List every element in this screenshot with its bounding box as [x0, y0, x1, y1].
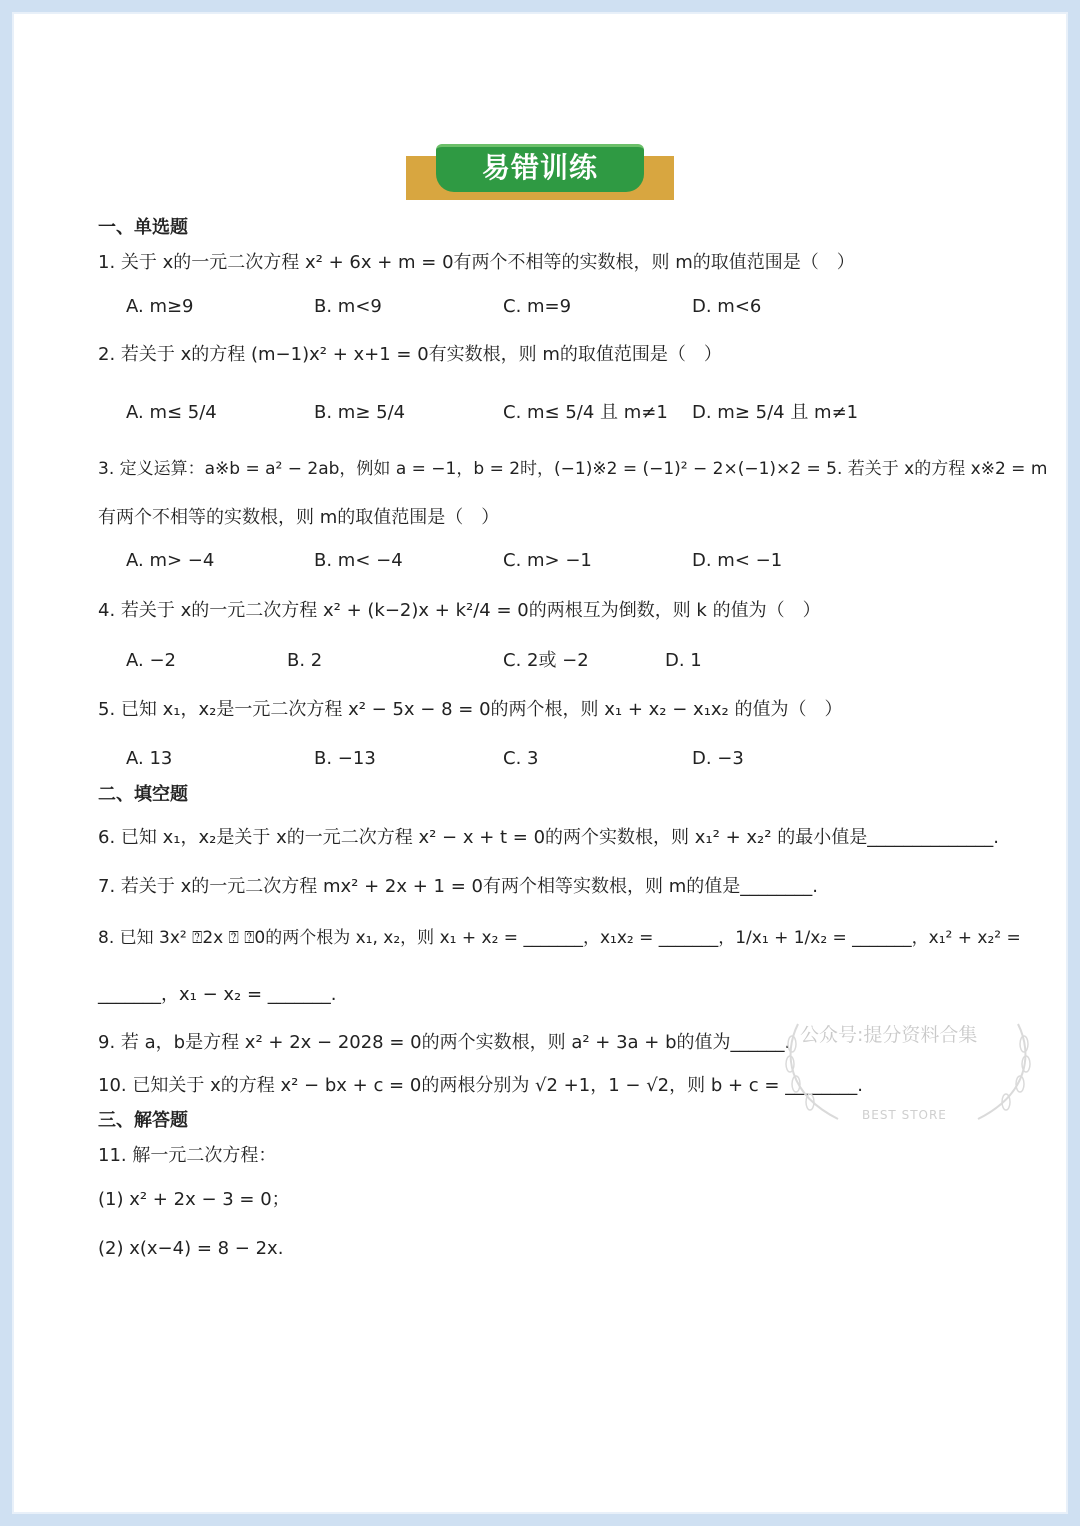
question-5-option-b: B. −13 — [314, 748, 376, 769]
question-5-option-d: D. −3 — [692, 748, 744, 769]
question-6: 6. 已知 x₁，x₂是关于 x的一元二次方程 x² − x + t = 0的两个实数根，则 x₁² + x₂² 的最小值是______________. — [98, 827, 999, 848]
watermark-subtext: BEST STORE — [862, 1108, 947, 1122]
question-4-option-d: D. 1 — [665, 650, 702, 671]
question-2-option-c: C. m≤ 5/4 且 m≠1 — [503, 402, 668, 423]
section-heading-single-choice: 一、单选题 — [98, 217, 188, 238]
section-heading-fill-blank: 二、填空题 — [98, 784, 188, 805]
page-title: 易错训练 — [481, 151, 598, 184]
question-1-option-b: B. m<9 — [314, 296, 382, 317]
question-2-stem: 2. 若关于 x的方程 (m−1)x² + x+1 = 0有实数根，则 m的取值范围是（ ） — [98, 344, 722, 365]
question-4-option-c: C. 2或 −2 — [503, 650, 589, 671]
question-4-stem: 4. 若关于 x的一元二次方程 x² + (k−2)x + k²/4 = 0的两根互为倒数，则 k 的值为（ ） — [98, 600, 821, 621]
question-8-line1: 8. 已知 3x² ⍰2x ⍰ ⍰0的两个根为 x₁, x₂，则 x₁ + x₂ = _______，x₁x₂ = _______，1/x₁ + 1/x₂ = _______，x₁² + x₂² = — [98, 928, 1021, 948]
watermark-text: 公众号:提分资料合集 — [800, 1024, 978, 1046]
question-10: 10. 已知关于 x的方程 x² − bx + c = 0的两根分别为 √2 +1，1 − √2，则 b + c = ________. — [98, 1075, 863, 1096]
question-1-option-a: A. m≥9 — [126, 296, 194, 317]
question-4-option-a: A. −2 — [126, 650, 176, 671]
question-3-option-b: B. m< −4 — [314, 550, 403, 571]
question-3-stem-line2: 有两个不相等的实数根，则 m的取值范围是（ ） — [98, 507, 500, 528]
section-heading-solutions: 三、解答题 — [98, 1110, 188, 1131]
title-banner — [406, 142, 674, 200]
question-11-part-2: (2) x(x−4) = 8 − 2x. — [98, 1238, 284, 1259]
question-1-option-c: C. m=9 — [503, 296, 572, 317]
question-3-option-d: D. m< −1 — [692, 550, 783, 571]
question-5-option-c: C. 3 — [503, 748, 539, 769]
question-8-line2: _______，x₁ − x₂ = _______. — [98, 984, 337, 1005]
question-3-stem-line1: 3. 定义运算：a※b = a² − 2ab，例如 a = −1，b = 2时，(−1)※2 = (−1)² − 2×(−1)×2 = 5. 若关于 x的方程 x※2 = m — [98, 459, 1048, 479]
question-3-option-c: C. m> −1 — [503, 550, 592, 571]
question-1-stem: 1. 关于 x的一元二次方程 x² + 6x + m = 0有两个不相等的实数根，则 m的取值范围是（ ） — [98, 252, 855, 273]
question-2-option-a: A. m≤ 5/4 — [126, 402, 217, 423]
question-4-option-b: B. 2 — [287, 650, 323, 671]
question-2-option-b: B. m≥ 5/4 — [314, 402, 406, 423]
question-11-part-1: (1) x² + 2x − 3 = 0； — [98, 1189, 290, 1210]
question-5-stem: 5. 已知 x₁，x₂是一元二次方程 x² − 5x − 8 = 0的两个根，则 x₁ + x₂ − x₁x₂ 的值为（ ） — [98, 699, 843, 720]
question-11-stem: 11. 解一元二次方程： — [98, 1145, 277, 1166]
question-1-option-d: D. m<6 — [692, 296, 762, 317]
question-9: 9. 若 a，b是方程 x² + 2x − 2028 = 0的两个实数根，则 a² + 3a + b的值为______. — [98, 1032, 791, 1053]
question-2-option-d: D. m≥ 5/4 且 m≠1 — [692, 402, 859, 423]
question-3-option-a: A. m> −4 — [126, 550, 215, 571]
question-7: 7. 若关于 x的一元二次方程 mx² + 2x + 1 = 0有两个相等实数根，则 m的值是________. — [98, 876, 818, 897]
question-5-option-a: A. 13 — [126, 748, 173, 769]
